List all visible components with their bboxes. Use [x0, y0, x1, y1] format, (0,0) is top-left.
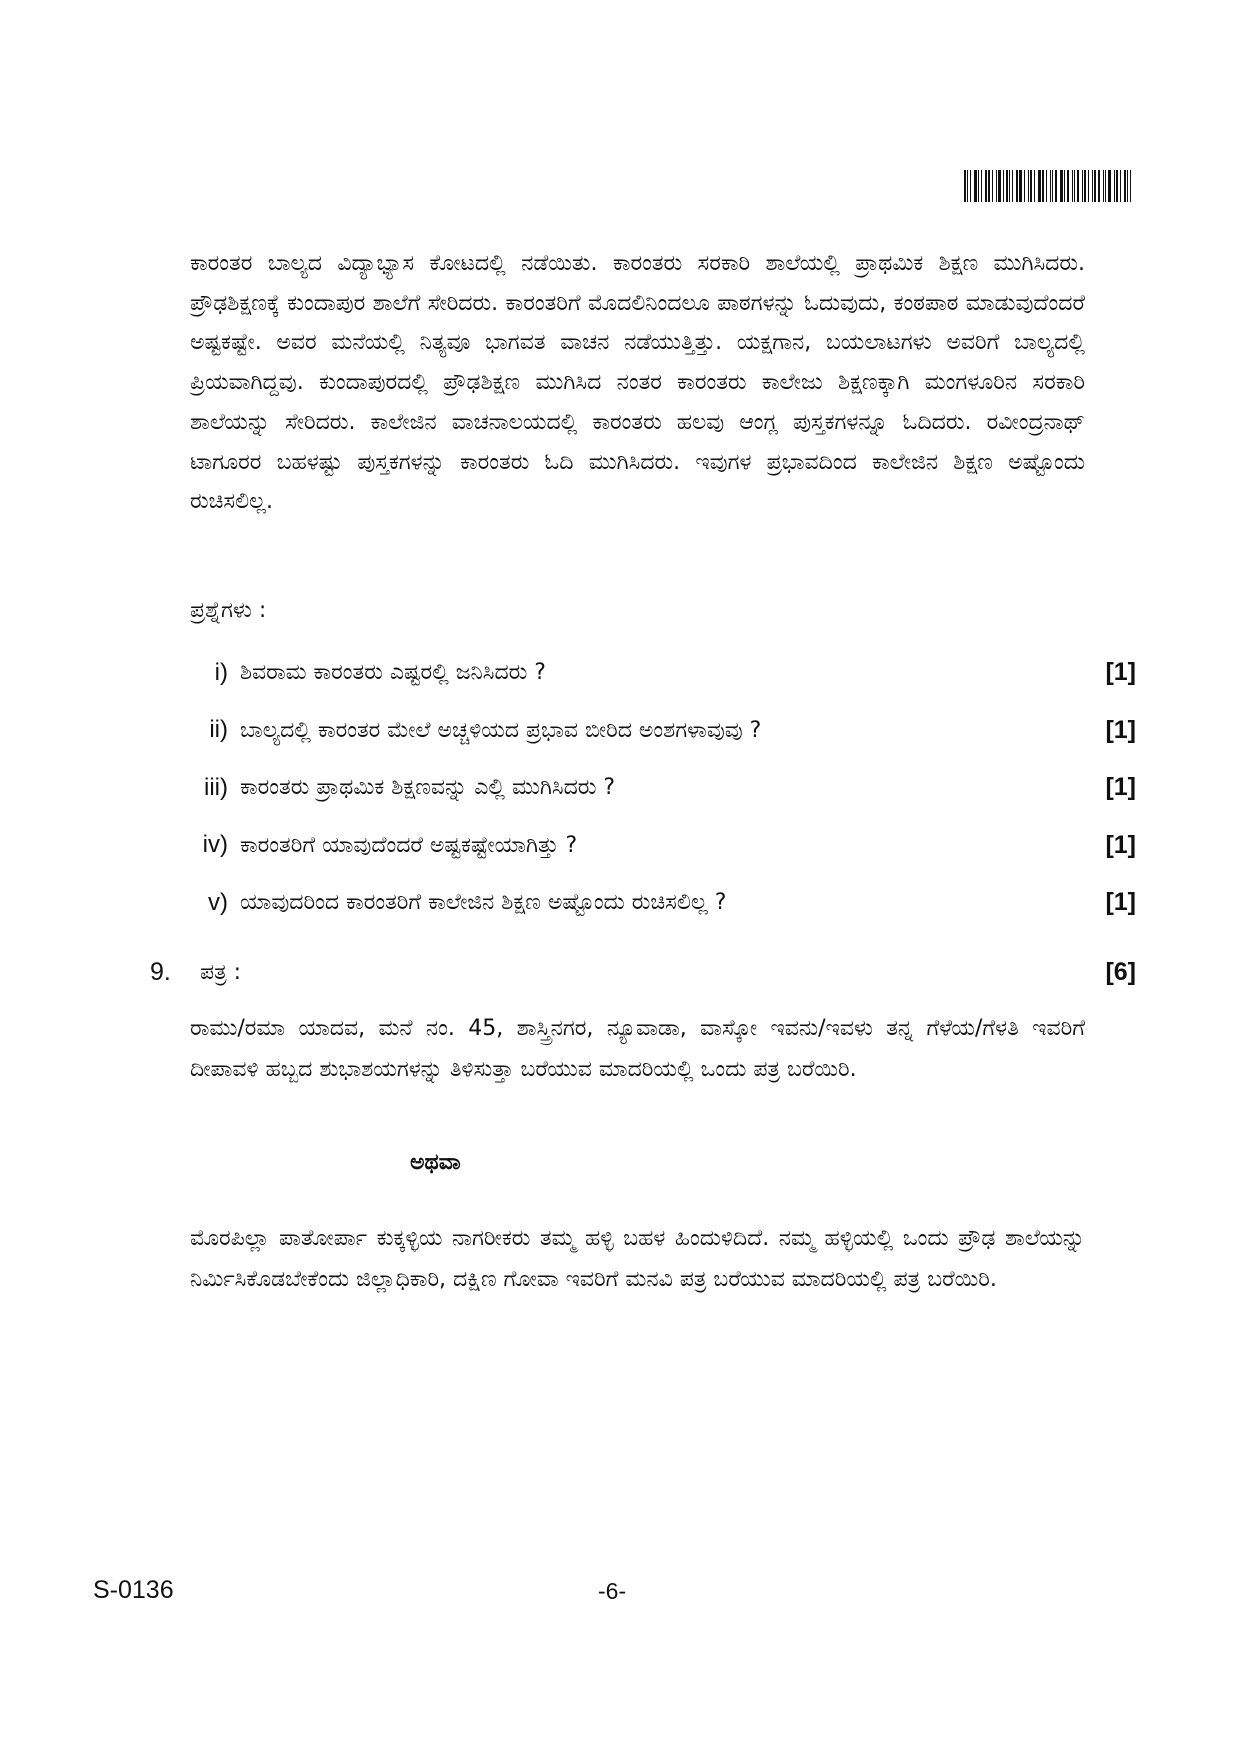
barcode-bar [1003, 170, 1004, 202]
barcode-bar [970, 170, 971, 202]
barcode-bar [1094, 170, 1096, 202]
question-marks: [1] [1105, 715, 1136, 744]
barcode-bar [1114, 170, 1115, 202]
barcode-bar [1060, 170, 1063, 202]
question-marks: [1] [1105, 658, 1136, 687]
barcode-bar [1042, 170, 1044, 202]
barcode-bar [978, 170, 979, 202]
barcode-bar [1067, 170, 1069, 202]
barcode-bar [1105, 170, 1106, 202]
question-marks: [1] [1105, 830, 1136, 859]
barcode-bar [1108, 170, 1111, 202]
barcode-bar [1084, 170, 1087, 202]
question-row [190, 702, 1136, 760]
question-text: ಕಾರಂತರಿಗೆ ಯಾವುದೆಂದರೆ ಅಷ್ಟಕಷ್ಟೇಯಾಗಿತ್ತು ? [240, 832, 578, 858]
question-row [190, 759, 1136, 817]
barcode-bar [1074, 170, 1075, 202]
barcode-bar [1120, 170, 1121, 202]
section-number: 9. [150, 958, 171, 986]
section-9-header [150, 958, 1136, 987]
paper-code: S-0136 [93, 1576, 174, 1604]
question-number: iv) [202, 831, 228, 859]
question-text: ಬಾಲ್ಯದಲ್ಲಿ ಕಾರಂತರ ಮೇಲೆ ಅಚ್ಚಳಿಯದ ಪ್ರಭಾವ ಬೀರಿದ ಅಂಶಗಳಾವುವು ? [240, 717, 762, 743]
barcode-bar [1046, 170, 1047, 202]
barcode-bar [988, 170, 990, 202]
page-number: -6- [598, 1578, 627, 1604]
barcode-bar [998, 170, 1001, 202]
barcode-bar [964, 170, 966, 202]
barcode-bar [1130, 170, 1131, 202]
reading-passage: ಕಾರಂತರ ಬಾಲ್ಯದ ವಿದ್ಯಾಭ್ಯಾಸ ಕೋಟದಲ್ಲಿ ನಡೆಯಿತು. ಕಾರಂತರು ಸರಕಾರಿ ಶಾಲೆಯಲ್ಲಿ ಪ್ರಾಥಮಿಕ ಶಿಕ್ಷಣ ಮುಗಿಸಿದರು. ಪ್ರೌಢಶಿಕ್ಷಣಕ್ಕೆ ಕುಂದಾಪುರ ಶಾಲೆಗೆ ಸೇರಿದರು. ಕಾರಂತರಿಗೆ ಮೊದಲಿನಿಂದಲೂ ಪಾಠಗಳನ್ನು ಓದುವುದು, ಕಂಠಪಾಠ ಮಾಡುವುದೆಂದರೆ ಅಷ್ಟಕಷ್ಟೇ. ಅವರ ಮನೆಯಲ್ಲಿ ನಿತ್ಯವೂ ಭಾಗವತ ವಾಚನ ನಡೆಯುತ್ತಿತ್ತು. ಯಕ್ಷಗಾನ, ಬಯಲಾಟಗಳು ಅವರಿಗೆ ಬಾಲ್ಯದಲ್ಲಿ ಪ್ರಿಯವಾಗಿದ್ದವು. ಕುಂದಾಪುರದಲ್ಲಿ ಪ್ರೌಢಶಿಕ್ಷಣ ಮುಗಿಸಿದ ನಂತರ ಕಾರಂತರು ಕಾಲೇಜು ಶಿಕ್ಷಣಕ್ಕಾಗಿ ಮಂಗಳೂರಿನ ಸರಕಾರಿ ಶಾಲೆಯನ್ನು ಸೇರಿದರು. ಕಾಲೇಜಿನ ವಾಚನಾಲಯದಲ್ಲಿ ಕಾರಂತರು ಹಲವು ಆಂಗ್ಲ ಪುಸ್ತಕಗಳನ್ನೂ ಓದಿದರು. ರವೀಂದ್ರನಾಥ್ ಟಾಗೂರರ ಬಹಳಷ್ಟು ಪುಸ್ತಕಗಳನ್ನು ಕಾರಂತರು ಓದಿ ಮುಗಿಸಿದರು. ಇವುಗಳ ಪ್ರಭಾವದಿಂದ ಕಾಲೇಜಿನ ಶಿಕ್ಷಣ ಅಷ್ಟೊಂದು ರುಚಿಸಲಿಲ್ಲ. [190, 251, 1085, 515]
question-row [190, 874, 1136, 932]
letter-prompt-b: ಮೊರಪಿಲ್ಲಾ ಪಾತೋರ್ಪಾ ಕುಕ್ಕಳ್ಳಿಯ ನಾಗರೀಕರು ತಮ್ಮ ಹಳ್ಳಿ ಬಹಳ ಹಿಂದುಳಿದಿದೆ. ನಮ್ಮ ಹಳ್ಳಿಯಲ್ಲಿ ಒಂದು ಪ್ರೌಢ ಶಾಲೆಯನ್ನು ನಿರ್ಮಿಸಿಕೊಡಬೇಕೆಂದು ಜಿಲ್ಲಾಧಿಕಾರಿ, ದಕ್ಷಿಣ ಗೋವಾ ಇವರಿಗೆ ಮನವಿ ಪತ್ರ ಬರೆಯುವ ಮಾದರಿಯಲ್ಲಿ ಪತ್ರ ಬರೆಯಿರಿ. [190, 1226, 1085, 1292]
section-title: ಪತ್ರ : [200, 960, 242, 985]
questions-heading: ಪ್ರಶ್ನೆಗಳು : [190, 598, 267, 623]
letter-prompt-a: ರಾಮು/ರಮಾ ಯಾದವ, ಮನೆ ನಂ. 45, ಶಾಸ್ತ್ರಿನಗರ, ನ್ಯೂವಾಡಾ, ವಾಸ್ಕೋ ಇವನು/ಇವಳು ತನ್ನ ಗೆಳೆಯ/ಗೆಳತಿ ಇವರಿಗೆ ದೀಪಾವಳಿ ಹಬ್ಬದ ಶುಭಾಶಯಗಳನ್ನು ತಿಳಿಸುತ್ತಾ ಬರೆಯುವ ಮಾದರಿಯಲ್ಲಿ ಒಂದು ಪತ್ರ ಬರೆಯಿರಿ. [190, 1016, 1085, 1082]
barcode-bar [1012, 170, 1013, 202]
barcode-bar [1082, 170, 1083, 202]
question-list [190, 644, 1136, 932]
barcode-bar [1024, 170, 1025, 202]
barcode-bar [1127, 170, 1128, 202]
section-marks: [6] [1105, 958, 1136, 986]
barcode-bar [992, 170, 993, 202]
barcode [964, 170, 1134, 202]
barcode-bar [1006, 170, 1008, 202]
barcode-bar [1098, 170, 1100, 202]
barcode-bar [1088, 170, 1089, 202]
barcode-bar [1092, 170, 1093, 202]
barcode-bar [1050, 170, 1051, 202]
barcode-bar [1052, 170, 1053, 202]
barcode-bar [985, 170, 987, 202]
question-number: ii) [209, 716, 228, 744]
question-marks: [1] [1105, 773, 1136, 802]
question-row [190, 817, 1136, 875]
barcode-bar [1038, 170, 1041, 202]
barcode-bar [967, 170, 968, 202]
barcode-bar [1030, 170, 1032, 202]
barcode-bar [1016, 170, 1018, 202]
barcode-bar [1077, 170, 1079, 202]
barcode-bar [1072, 170, 1073, 202]
question-number: iii) [204, 773, 228, 801]
barcode-bar [1103, 170, 1104, 202]
question-row [190, 644, 1136, 702]
barcode-bar [1034, 170, 1035, 202]
question-number: v) [208, 888, 228, 916]
question-number: i) [214, 658, 228, 686]
question-text: ಯಾವುದರಿಂದ ಕಾರಂತರಿಗೆ ಕಾಲೇಜಿನ ಶಿಕ್ಷಣ ಅಷ್ಟೊಂದು ರುಚಿಸಲಿಲ್ಲ ? [240, 890, 727, 916]
question-text: ಶಿವರಾಮ ಕಾರಂತರು ಎಷ್ಟರಲ್ಲಿ ಜನಿಸಿದರು ? [240, 660, 546, 686]
barcode-bar [1019, 170, 1022, 202]
barcode-bar [1009, 170, 1010, 202]
question-marks: [1] [1105, 888, 1136, 917]
or-label: ಅಥವಾ [410, 1150, 461, 1175]
question-text: ಕಾರಂತರು ಪ್ರಾಥಮಿಕ ಶಿಕ್ಷಣವನ್ನು ಎಲ್ಲಿ ಮುಗಿಸಿದರು ? [240, 775, 616, 801]
barcode-bar [996, 170, 997, 202]
barcode-bar [1064, 170, 1065, 202]
barcode-bar [1124, 170, 1126, 202]
barcode-bar [981, 170, 982, 202]
barcode-bar [1116, 170, 1118, 202]
barcode-bar [1055, 170, 1057, 202]
barcode-bar [974, 170, 977, 202]
barcode-bar [1028, 170, 1029, 202]
